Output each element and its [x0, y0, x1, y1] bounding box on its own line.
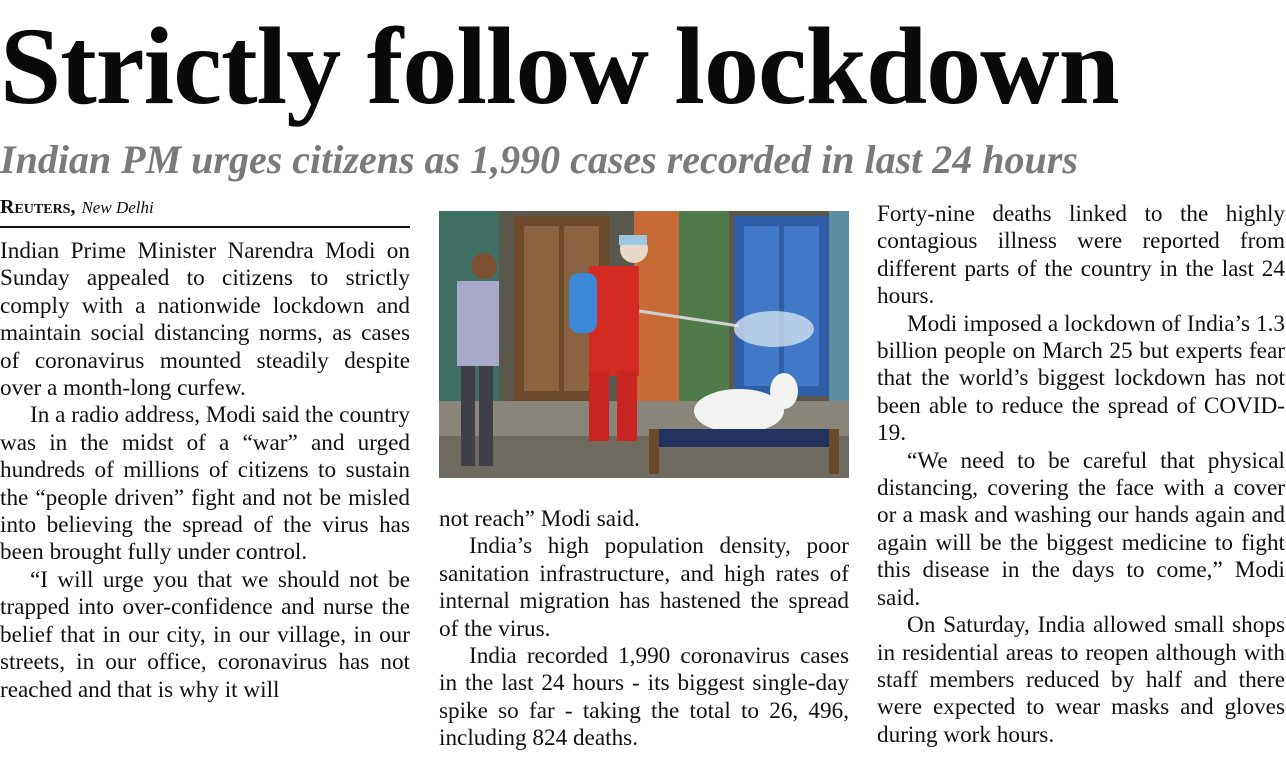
byline-location: New Delhi — [81, 198, 154, 217]
article-column-3 — [877, 201, 1285, 749]
paragraph: Indian Prime Minister Narendra Modi on Sunday appealed to citizens to strictly comply with a nationwide lockdown and maintain social distancing norms, as cases of coronavirus mounted steadily despite over a month-long curfew. — [0, 238, 410, 402]
paragraph: India recorded 1,990 coronavirus cases in the last 24 hours - its biggest single-day spike so far - taking the total to 26, 496, including 824 deaths. — [439, 643, 849, 752]
paragraph: “We need to be careful that physical distancing, covering the face with a cover or a mask and washing our hands again and again will be the biggest medicine to fight this disease in the days to come,” Modi said. — [877, 447, 1285, 611]
paragraph: Modi imposed a lockdown of India’s 1.3 billion people on March 25 but experts fear that the world’s biggest lockdown has not been able to reduce the spread of COVID-19. — [877, 310, 1285, 447]
byline-agency: Reuters, — [0, 196, 76, 218]
article-column-1 — [0, 238, 410, 704]
paragraph: On Saturday, India allowed small shops in residential areas to reopen although with staff members reduced by half and there were expected to wear masks and gloves during work hours. — [877, 612, 1285, 748]
paragraph: Forty-nine deaths linked to the highly contagious illness were reported from different parts of the country in the last 24 hours. — [877, 201, 1285, 310]
article-column-2 — [439, 506, 849, 753]
news-photo — [439, 211, 849, 478]
byline — [0, 196, 410, 228]
subheadline: Indian PM urges citizens as 1,990 cases recorded in last 24 hours — [0, 137, 1078, 182]
paragraph: “I will urge you that we should not be trapped into over-confidence and nurse the belief that in our city, in our village, in our streets, in our office, coronavirus has not reached and that is why it will — [0, 566, 410, 703]
paragraph: India’s high population density, poor sanitation infrastructure, and high rates of internal migration has hastened the spread of the virus. — [439, 533, 849, 642]
paragraph: In a radio address, Modi said the country was in the midst of a “war” and urged hundreds of millions of citizens to sustain the “people driven” fight and not be misled into believing the spread of the virus has been brought fully under control. — [0, 402, 410, 566]
headline: Strictly follow lockdown — [0, 5, 1119, 127]
paragraph: not reach” Modi said. — [439, 506, 640, 532]
disinfection-photo-illustration — [439, 211, 849, 478]
